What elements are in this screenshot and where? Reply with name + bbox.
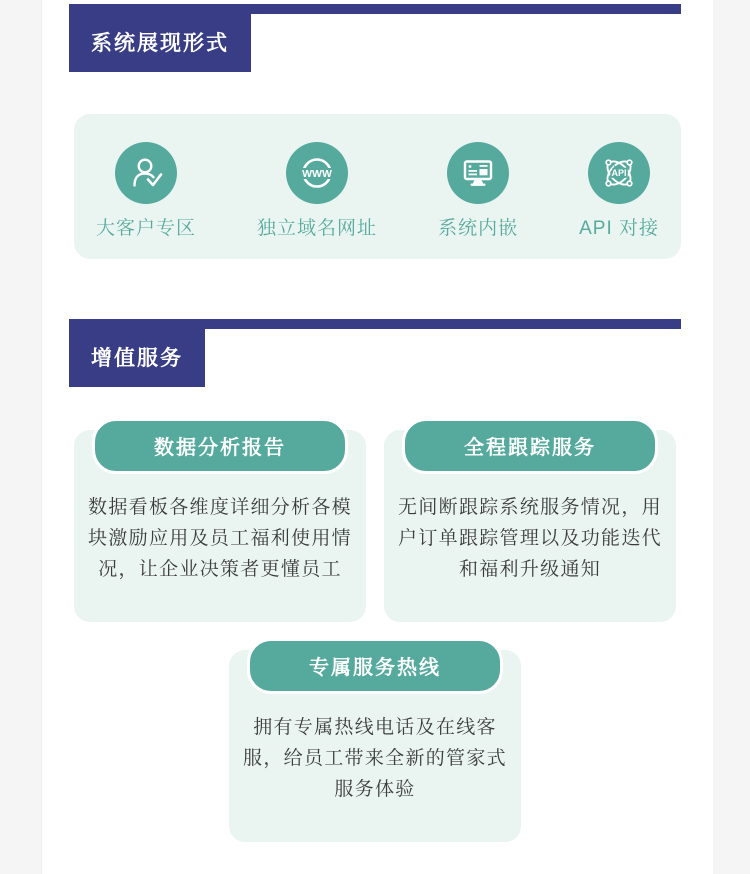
service-card-text-line: 块激励应用及员工福利使用情 [88,528,352,549]
display-forms-card [74,114,681,259]
service-card-text-line: 况，让企业决策者更懂员工 [98,559,342,580]
service-card-text-line: 无间断跟踪系统服务情况，用 [398,497,662,518]
section-title-display-forms: 系统展现形式 [69,14,251,72]
service-card-hotline [229,650,521,842]
display-form-item-domain [257,142,377,259]
service-card-text-line: 服务体验 [334,779,416,800]
display-form-label: 独立域名网址 [257,218,378,239]
display-form-item-api [579,142,659,259]
service-cards-row-2 [74,638,676,842]
display-form-item-embed [438,142,518,259]
section-title-value-added: 增值服务 [69,329,205,387]
service-card-text-line: 拥有专属热线电话及在线客 [253,717,497,738]
service-card-tracking [384,430,676,622]
service-card-text-line: 服，给员工带来全新的管家式 [243,748,507,769]
service-card-title: 数据分析报告 [92,418,348,474]
service-card-title: 全程跟踪服务 [402,418,658,474]
section-header-value-added [69,319,713,387]
section-accent-bar [69,319,681,329]
service-card-title: 专属服务热线 [247,638,503,694]
section-header-display-forms [69,0,713,72]
service-card-text-line: 和福利升级通知 [458,559,602,580]
service-card-text-line: 数据看板各维度详细分析各模 [88,497,352,518]
page-content [41,0,713,874]
svg-text:API: API [611,168,627,179]
display-form-label: API 对接 [579,218,659,239]
service-card-text-line: 户订单跟踪管理以及功能迭代 [398,528,662,549]
monitor-icon [447,142,509,204]
service-cards-row-1 [74,418,676,622]
display-form-label: 大客户专区 [96,218,197,239]
display-form-item-vip [96,142,196,259]
user-check-icon [115,142,177,204]
www-globe-icon [286,142,348,204]
svg-text:WWW: WWW [302,168,332,180]
api-network-icon [588,142,650,204]
section-accent-bar [69,4,681,14]
service-card-data-report [74,430,366,622]
display-form-label: 系统内嵌 [438,218,519,239]
